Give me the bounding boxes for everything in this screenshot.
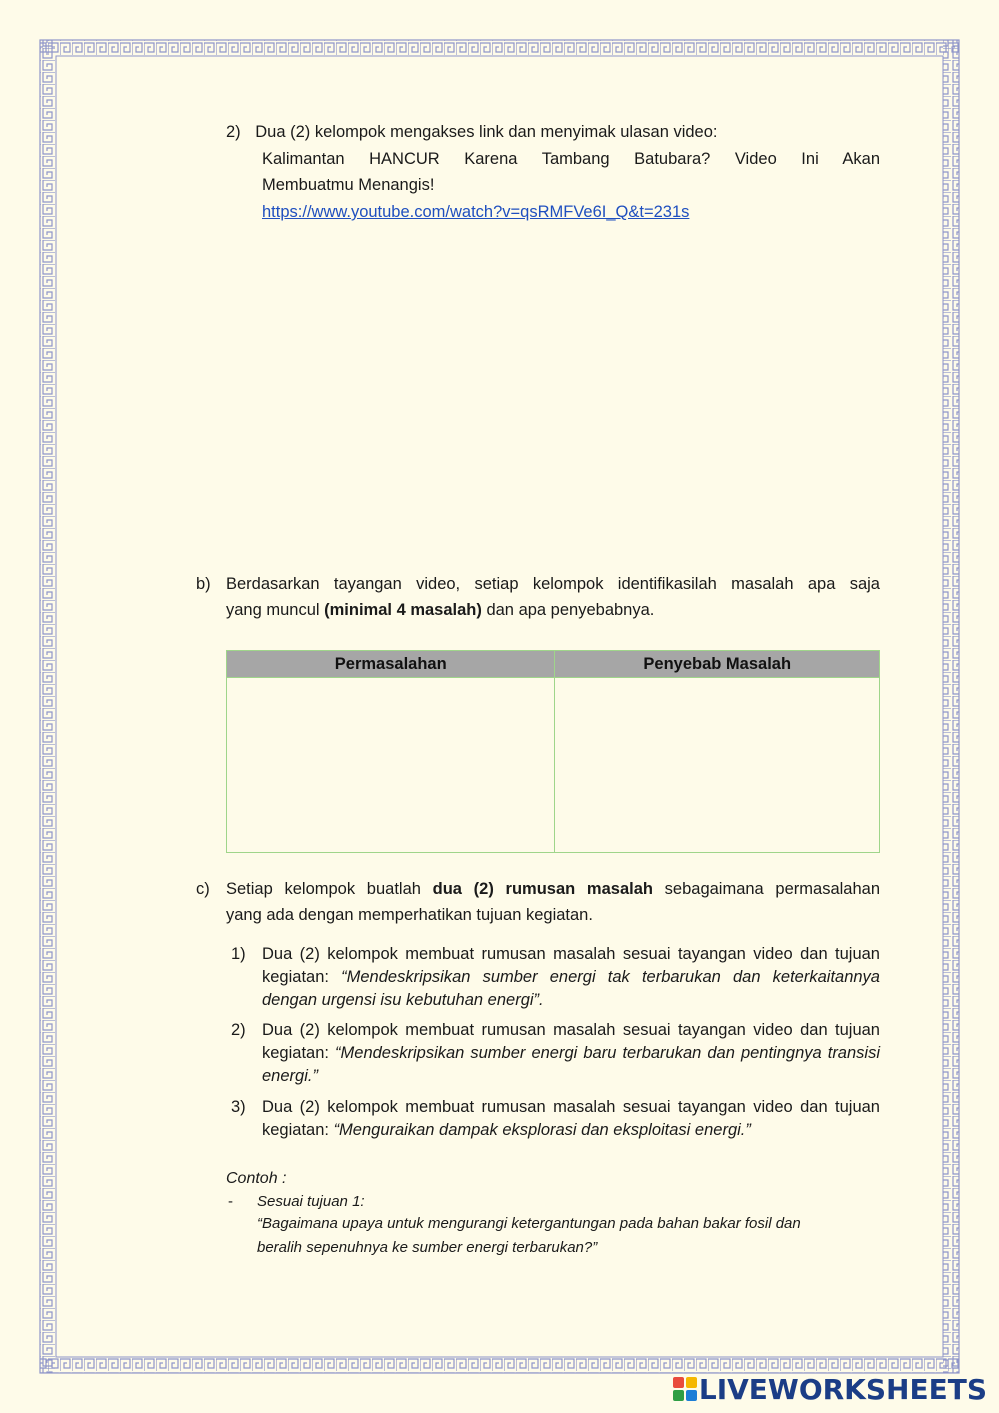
example-label: Contoh :	[226, 1170, 287, 1187]
item-2-intro: Dua (2) kelompok mengakses link dan menyimak ulasan video:	[255, 123, 718, 141]
problem-cause-table	[226, 650, 880, 853]
item-2	[226, 119, 880, 145]
video-title	[262, 146, 880, 198]
example-dash: -	[228, 1193, 233, 1210]
section-b	[196, 571, 880, 623]
sub-item-3-number: 3)	[231, 1098, 246, 1116]
example-sub-label: Sesuai tujuan 1:	[257, 1193, 365, 1210]
sub-item-3-text: Dua (2) kelompok membuat rumusan masalah sesuai tayangan video dan tujuan kegiatan: “Menguraikan dampak eksplorasi dan eksploitasi energi.”	[262, 1098, 880, 1139]
section-b-line-2: yang muncul (minimal 4 masalah) dan apa penyebabnya.	[226, 601, 655, 619]
cell-permasalahan[interactable]	[227, 678, 555, 853]
minimum-problems-emphasis: (minimal 4 masalah)	[324, 601, 482, 619]
sub-item-2-text: Dua (2) kelompok membuat rumusan masalah sesuai tayangan video dan tujuan kegiatan: “Mendeskripsikan sumber energi baru terbarukan dan pentingnya transisi energi.”	[262, 1021, 880, 1085]
sub-item-1-number: 1)	[231, 945, 246, 963]
liveworksheets-logo[interactable]	[673, 1371, 987, 1407]
sub-item-1-text: Dua (2) kelompok membuat rumusan masalah sesuai tayangan video dan tujuan kegiatan: “Mendeskripsikan sumber energi tak terbarukan dan keterkaitannya dengan urgensi isu kebutuhan energi”.	[262, 945, 880, 1009]
cell-penyebab[interactable]	[555, 678, 880, 853]
section-c-line-1: Setiap kelompok buatlah dua (2) rumusan masalah sebagaimana permasalahan	[226, 880, 881, 898]
section-c-line-2: yang ada dengan memperhatikan tujuan kegiatan.	[226, 906, 593, 924]
section-c-letter: c)	[196, 880, 210, 898]
two-formulations-emphasis: dua (2) rumusan masalah	[432, 880, 653, 898]
header-penyebab-masalah: Penyebab Masalah	[555, 651, 880, 678]
example-quote-line-1: “Bagaimana upaya untuk mengurangi ketergantungan pada bahan bakar fosil dan	[257, 1215, 801, 1232]
header-permasalahan: Permasalahan	[227, 651, 555, 678]
table-row	[227, 678, 880, 853]
section-b-line-1: Berdasarkan tayangan video, setiap kelompok identifikasilah masalah apa saja	[226, 575, 880, 593]
sub-item-2-number: 2)	[231, 1021, 246, 1039]
item-2-number: 2)	[226, 123, 241, 141]
liveworksheets-text: LIVEWORKSHEETS	[698, 1372, 987, 1406]
video-title-line-1: Kalimantan HANCUR Karena Tambang Batubara? Video Ini Akan	[262, 150, 880, 168]
video-link[interactable]: https://www.youtube.com/watch?v=qsRMFVe6I_Q&t=231s	[262, 203, 690, 221]
liveworksheets-badge-icon	[673, 1377, 697, 1401]
video-link-row	[262, 199, 689, 225]
example-quote-line-2: beralih sepenuhnya ke sumber energi terbarukan?”	[257, 1239, 598, 1256]
section-c	[196, 876, 880, 928]
video-title-line-2: Membuatmu Menangis!	[262, 176, 435, 194]
example-quote	[257, 1212, 887, 1260]
section-b-letter: b)	[196, 575, 211, 593]
